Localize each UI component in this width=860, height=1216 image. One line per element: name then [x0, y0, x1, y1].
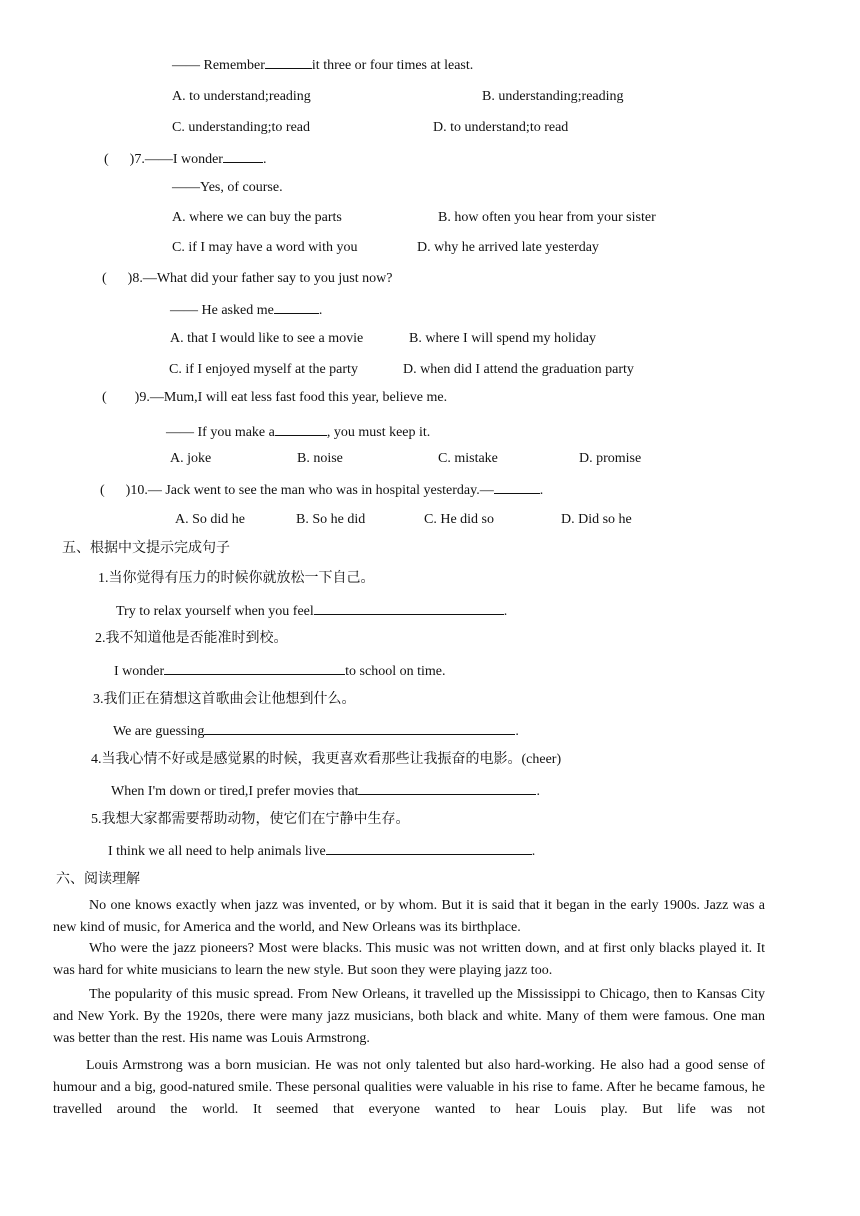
s5-english-end: . [531, 844, 536, 859]
s3-english-end: . [515, 724, 519, 739]
answer-blank[interactable] [274, 300, 319, 314]
s3-english-text: We are guessing [113, 724, 205, 739]
q8-option-b: B. where I will spend my holiday [409, 331, 597, 346]
s2-english-text-end: to school on time. [345, 664, 446, 679]
q7-stem [104, 149, 266, 169]
s2-english-text: I wonder [114, 664, 165, 679]
q9-option-a: A. joke [170, 451, 212, 466]
s3-chinese: 3.我们正在猜想这首歌曲会让他想到什么。 [93, 692, 356, 707]
s2-chinese: 2.我不知道他是否能准时到校。 [95, 631, 288, 646]
reading-paragraph-4: Louis Armstrong was a born musician. He was not only talented but also hard-working. He also had a good sense of humour and a big, good-natured smile. These personal qualities were valuable in his rise to fame. After he became famous, he travelled around the world. It seemed that everyone wanted to hear Louis play. But life was not [53, 1058, 765, 1117]
q8-option-c: C. if I enjoyed myself at the party [169, 362, 358, 377]
q9-stem: ( )9.—Mum,I will eat less fast food this year, believe me. [102, 390, 448, 405]
reading-paragraph-2: Who were the jazz pioneers? Most were blacks. This music was not written down, and at first only blacks played it. It was hard for white musicians to learn the new style. But soon they were playing jazz too. [53, 941, 765, 978]
s5-chinese: 5.我想大家都需要帮助动物，使它们在宁静中生存。 [91, 812, 410, 827]
q6-option-c: C. understanding;to read [172, 120, 311, 135]
answer-blank[interactable] [223, 149, 263, 163]
answer-blank[interactable] [326, 841, 532, 855]
q8-option-d: D. when did I attend the graduation party [403, 362, 634, 377]
q8-stem: ( )8.—What did your father say to you just now? [102, 271, 393, 286]
q8-reply-text: —— He asked me [170, 303, 274, 318]
s4-chinese: 4.当我心情不好或是感觉累的时候，我更喜欢看那些让我振奋的电影。(cheer) [91, 752, 562, 767]
q8-option-a: A. that I would like to see a movie [170, 331, 364, 346]
q10-option-c: C. He did so [424, 512, 494, 527]
s4-english [111, 781, 540, 801]
q9-option-d: D. promise [579, 451, 642, 466]
q10-stem-text: ( )10.— Jack went to see the man who was in hospital yesterday.— [100, 483, 494, 498]
answer-blank[interactable] [265, 55, 312, 69]
s2-english [114, 661, 445, 681]
q10-stem [100, 480, 543, 500]
s1-english-end: . [503, 604, 508, 619]
answer-blank[interactable] [494, 480, 540, 494]
q8-reply-end: . [318, 303, 323, 318]
s4-english-text: When I'm down or tired,I prefer movies that [111, 784, 359, 799]
q9-reply-text: —— If you make a [166, 425, 275, 440]
reading-paragraph-3: The popularity of this music spread. From New Orleans, it travelled up the Mississippi to Chicago, then to Kansas City and New York. By the 1920s, there were many jazz musicians, both black and white. Many of them were famous. One man was better than the rest. His name was Louis Armstrong. [53, 987, 765, 1046]
q8-reply [170, 300, 322, 320]
section6-heading: 六、阅读理解 [56, 872, 140, 887]
answer-blank[interactable] [204, 721, 515, 735]
s3-english [113, 721, 519, 741]
q7-option-b: B. how often you hear from your sister [438, 210, 656, 225]
q9-option-b: B. noise [297, 451, 343, 466]
s4-english-end: . [536, 784, 540, 799]
q10-option-a: A. So did he [175, 512, 245, 527]
q10-option-d: D. Did so he [561, 512, 632, 527]
s1-english-text: Try to relax yourself when you feel [116, 604, 314, 619]
q10-option-b: B. So he did [296, 512, 366, 527]
q9-reply [166, 422, 430, 442]
s1-english [116, 601, 507, 621]
answer-blank[interactable] [275, 422, 327, 436]
q7-option-d: D. why he arrived late yesterday [417, 240, 599, 255]
answer-blank[interactable] [358, 781, 536, 795]
q9-option-c: C. mistake [438, 451, 498, 466]
q9-reply-text-end: , you must keep it. [326, 425, 431, 440]
q7-reply: ——Yes, of course. [172, 180, 283, 195]
s5-english-text: I think we all need to help animals live [108, 844, 326, 859]
s1-chinese: 1.当你觉得有压力的时候你就放松一下自己。 [98, 571, 375, 586]
q6-prompt-text-end: it three or four times at least. [311, 58, 474, 73]
q7-stem-text: ( )7.——I wonder [104, 152, 223, 167]
q6-option-d: D. to understand;to read [433, 120, 569, 135]
answer-blank[interactable] [164, 661, 345, 675]
q7-stem-end: . [262, 152, 267, 167]
q7-option-c: C. if I may have a word with you [172, 240, 358, 255]
q6-prompt [172, 55, 473, 75]
answer-blank[interactable] [314, 601, 504, 615]
q6-option-a: A. to understand;reading [172, 89, 311, 104]
q6-prompt-text: —— Remember [172, 58, 265, 73]
q10-stem-end: . [539, 483, 544, 498]
q6-option-b: B. understanding;reading [482, 89, 624, 104]
reading-paragraph-1: No one knows exactly when jazz was invented, or by whom. But it is said that it began in the early 1900s. Jazz was a new kind of music, for America and the world, and New Orleans was its birthplace. [53, 898, 765, 935]
q7-option-a: A. where we can buy the parts [172, 210, 342, 225]
s5-english [108, 841, 535, 861]
section5-heading: 五、根据中文提示完成句子 [62, 541, 230, 556]
